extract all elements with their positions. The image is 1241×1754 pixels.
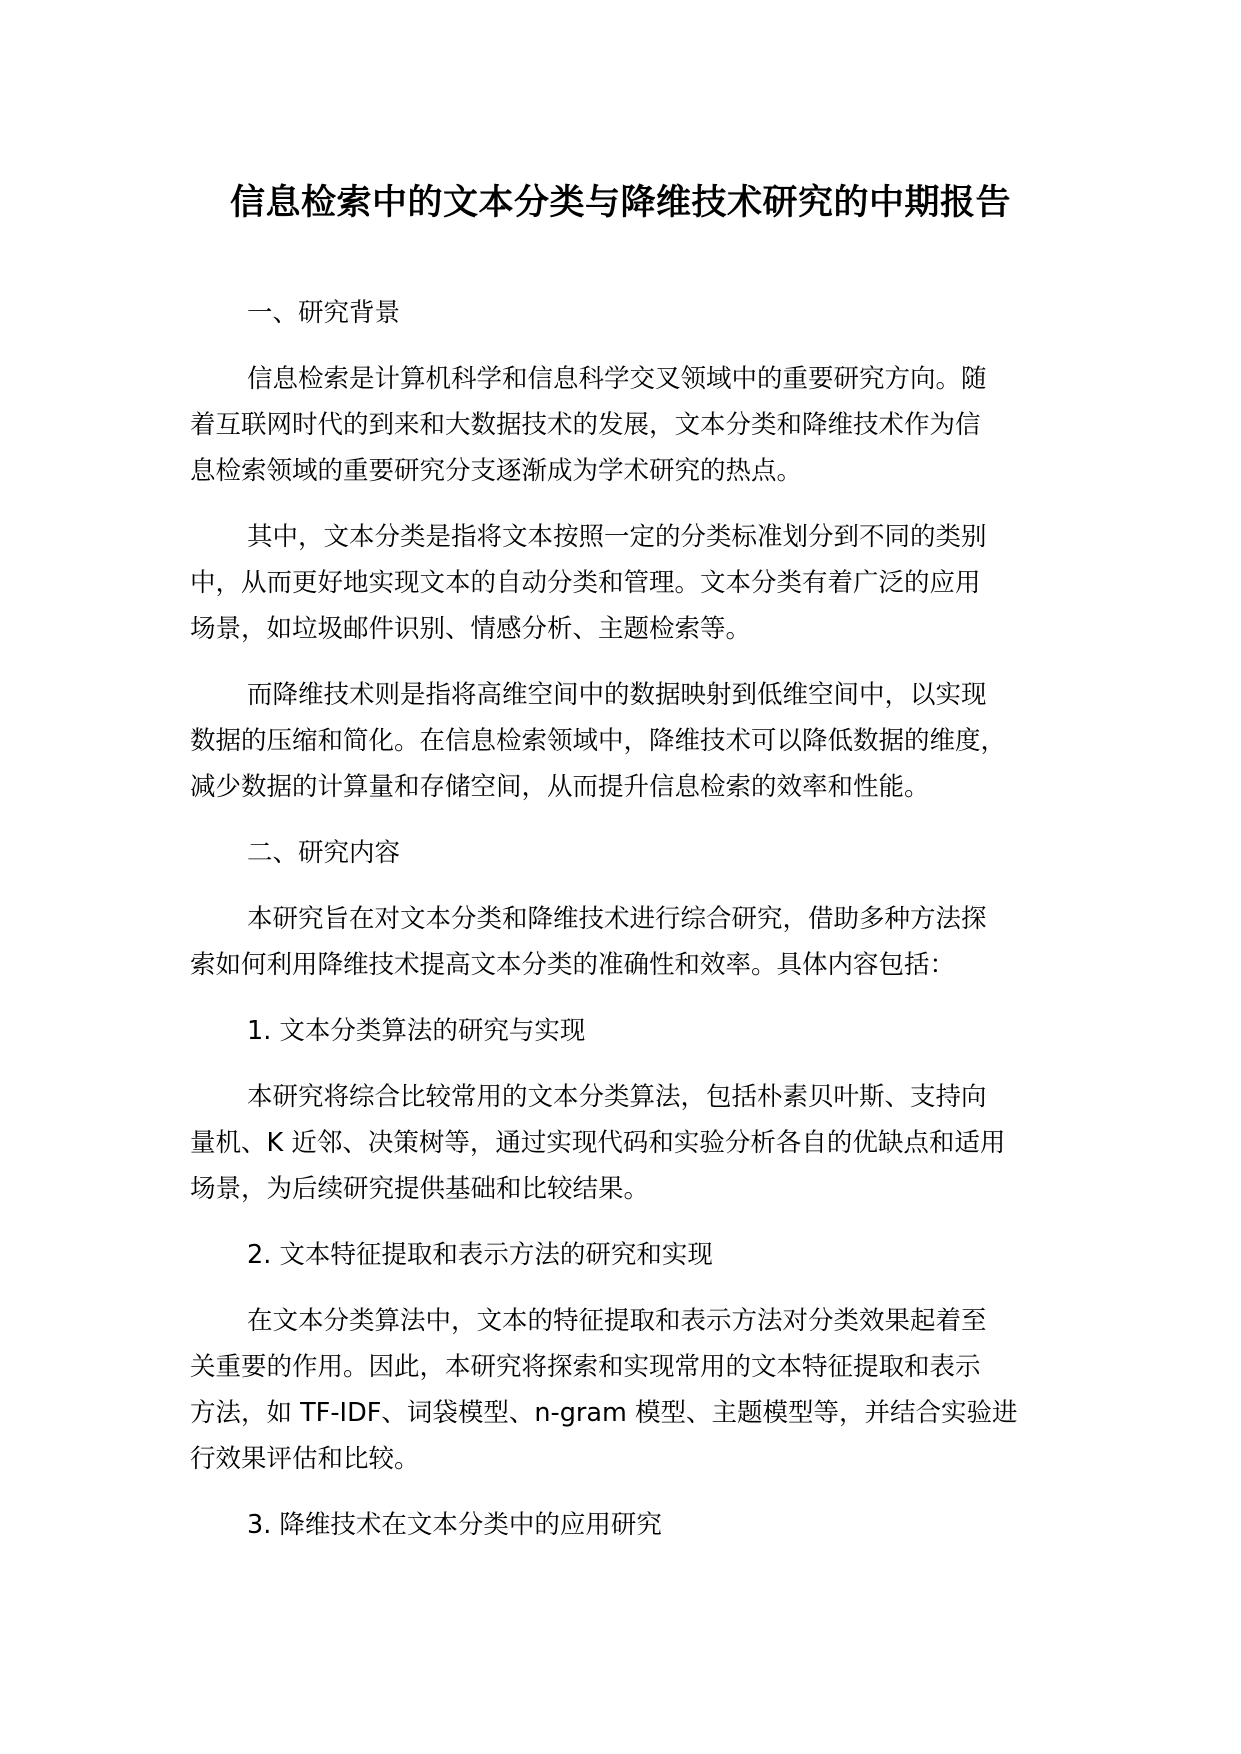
- paragraph-line: 息检索领域的重要研究分支逐渐成为学术研究的热点。: [190, 456, 803, 486]
- subsection-heading-2: 2. 文本特征提取和表示方法的研究和实现: [247, 1240, 713, 1270]
- paragraph-line: 中，从而更好地实现文本的自动分类和管理。文本分类有着广泛的应用: [190, 568, 981, 598]
- subsection-heading-1: 1. 文本分类算法的研究与实现: [247, 1016, 586, 1046]
- paragraph-subsection-1: [190, 1074, 1090, 1212]
- paragraph-background-1: [190, 356, 1090, 494]
- paragraph-line: 信息检索是计算机科学和信息科学交叉领域中的重要研究方向。随: [247, 364, 987, 394]
- paragraph-line: 数据的压缩和简化。在信息检索领域中，降维技术可以降低数据的维度，: [190, 726, 1007, 756]
- paragraph-line: 量机、K 近邻、决策树等，通过实现代码和实验分析各自的优缺点和适用: [190, 1128, 1006, 1158]
- paragraph-line: 在文本分类算法中，文本的特征提取和表示方法对分类效果起着至: [247, 1306, 987, 1336]
- paragraph-line: 关重要的作用。因此，本研究将探索和实现常用的文本特征提取和表示: [190, 1352, 981, 1382]
- paragraph-line: 方法，如 TF-IDF、词袋模型、n-gram 模型、主题模型等，并结合实验进: [190, 1398, 1018, 1428]
- paragraph-content-intro: [190, 896, 1090, 988]
- paragraph-line: 行效果评估和比较。: [190, 1444, 420, 1474]
- paragraph-background-3: [190, 672, 1090, 810]
- subsection-heading-3: 3. 降维技术在文本分类中的应用研究: [247, 1510, 662, 1540]
- paragraph-line: 本研究旨在对文本分类和降维技术进行综合研究，借助多种方法探: [247, 904, 987, 934]
- paragraph-line: 场景，如垃圾邮件识别、情感分析、主题检索等。: [190, 614, 752, 644]
- paragraph-line: 着互联网时代的到来和大数据技术的发展，文本分类和降维技术作为信: [190, 410, 981, 440]
- paragraph-line: 减少数据的计算量和存储空间，从而提升信息检索的效率和性能。: [190, 772, 930, 802]
- paragraph-subsection-2: [190, 1298, 1090, 1482]
- paragraph-background-2: [190, 514, 1090, 652]
- document-body: [190, 290, 1090, 1568]
- section-heading-content: 二、研究内容: [247, 838, 401, 868]
- paragraph-line: 索如何利用降维技术提高文本分类的准确性和效率。具体内容包括：: [190, 950, 956, 980]
- paragraph-line: 场景，为后续研究提供基础和比较结果。: [190, 1174, 650, 1204]
- section-heading-background: 一、研究背景: [247, 298, 401, 328]
- paragraph-line: 本研究将综合比较常用的文本分类算法，包括朴素贝叶斯、支持向: [247, 1082, 987, 1112]
- paragraph-line: 其中，文本分类是指将文本按照一定的分类标准划分到不同的类别: [247, 522, 987, 552]
- paragraph-line: 而降维技术则是指将高维空间中的数据映射到低维空间中，以实现: [247, 680, 987, 710]
- document-title: 信息检索中的文本分类与降维技术研究的中期报告: [229, 183, 1011, 223]
